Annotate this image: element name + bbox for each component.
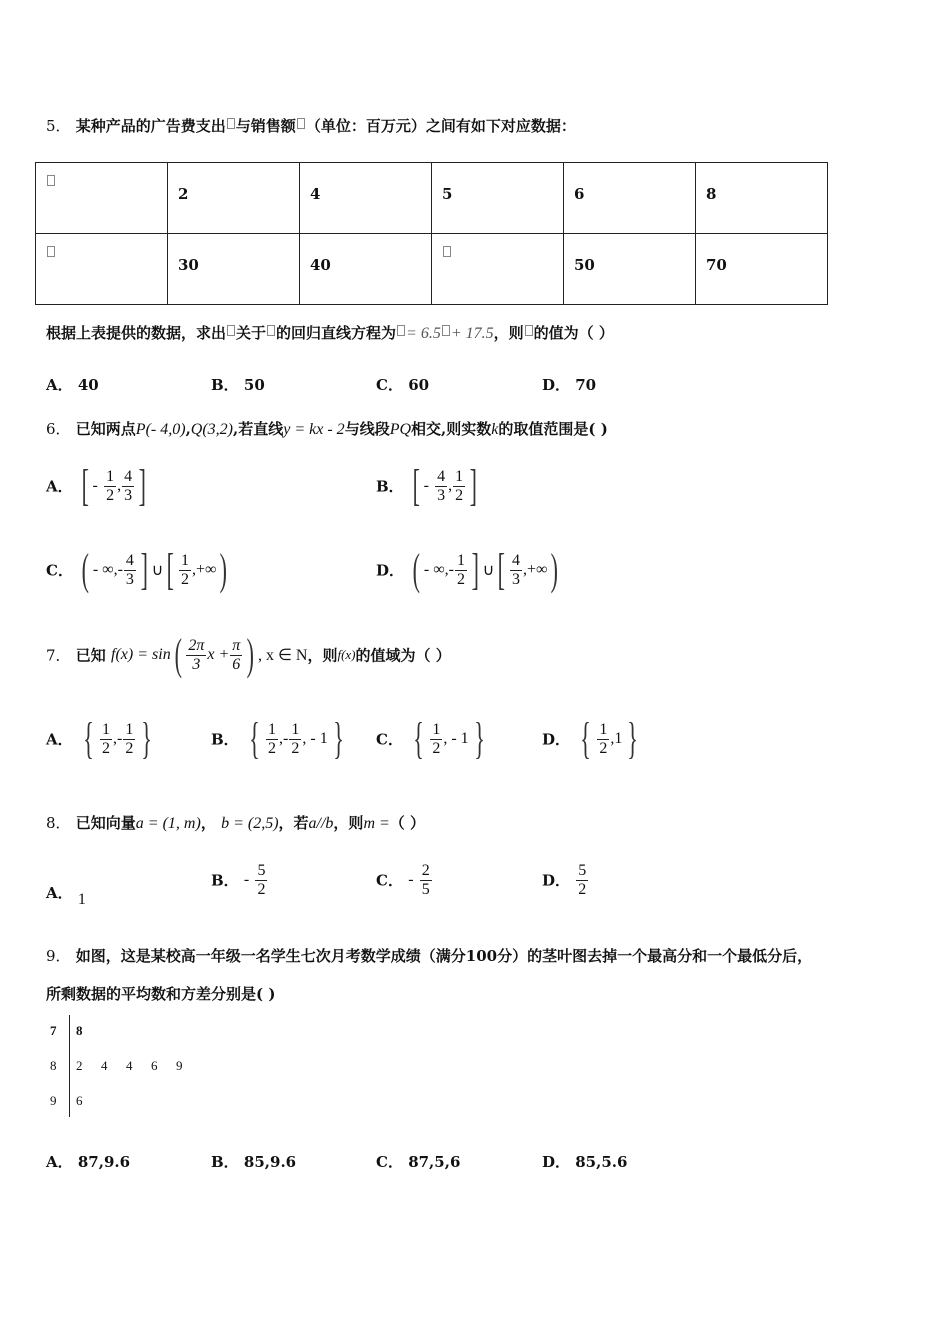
q6-option-a[interactable]: A． [ - $\frac{1}{2}$ , $\frac{4}{3}$ ]: [46, 461, 147, 510]
q5-option-c[interactable]: C． 60: [376, 376, 430, 394]
q7-domain: , x ∈ N: [257, 647, 308, 664]
stem-9: 9: [50, 1093, 57, 1108]
q9-number: 9．: [46, 947, 71, 965]
table-cell-header: [36, 234, 168, 305]
q7-number: 7．: [46, 646, 71, 665]
variable-m: m =: [363, 815, 390, 832]
q8-option-a[interactable]: A． 1: [46, 884, 86, 908]
q9-text-line1: 如图，这是某校高一年级一名学生七次月考数学成绩（满分100分）的茎叶图去掉一个最高分和一个最低分后，: [75, 947, 813, 965]
q8-option-b[interactable]: B． - $\frac{5}{2}$: [211, 862, 266, 898]
table-cell: 70: [696, 234, 828, 305]
q6-text-a: 已知两点: [75, 420, 136, 438]
q8-text-b: ，若: [278, 814, 309, 832]
q9-option-d[interactable]: D． 85,5.6: [542, 1153, 628, 1171]
leaf: 2: [76, 1058, 83, 1073]
point-q: Q(3,2): [190, 421, 234, 438]
q6-option-c[interactable]: C． ( - ∞,- $\frac{4}{3}$ ] ∪[ $\frac{1}{2}$ ,+∞): [46, 545, 228, 594]
table-cell: 6: [564, 163, 696, 234]
table-cell: 40: [300, 234, 432, 305]
q7-option-d[interactable]: D． { $\frac{1}{2}$ ,1 }: [542, 714, 639, 763]
q8-number: 8．: [46, 814, 71, 832]
q6-text-d: 相交,则实数: [411, 420, 492, 438]
q7-option-c[interactable]: C． { $\frac{1}{2}$ , - 1 }: [376, 714, 485, 763]
q9-stem-line1: [46, 945, 812, 966]
vector-b: b = (2,5): [221, 815, 279, 832]
vector-a: a = (1, m): [135, 815, 201, 832]
stem-divider: [69, 1015, 70, 1117]
leaf: 6: [151, 1058, 158, 1073]
q5-number: 5．: [46, 117, 71, 135]
leaf: 4: [101, 1058, 108, 1073]
placeholder-box-icon: [443, 246, 451, 257]
q7-stem: 7． 已知 f(x) = sin( $\frac{2\pi}{3}$ x + $\frac{\pi}{6}$ ) , x ∈ N，则f(x)的值域为（ ）: [46, 630, 451, 679]
q8-stem: [46, 812, 425, 833]
q5-stem: [46, 115, 576, 136]
q5-follow-a: 根据上表提供的数据，求出: [46, 324, 227, 342]
line-equation: y = kx - 2: [283, 421, 345, 438]
q6-text-e: 的取值范围是( ): [498, 420, 608, 438]
q7-text-b: ，则: [307, 646, 338, 665]
q5-option-d[interactable]: D． 70: [542, 376, 597, 394]
q5-follow-e: 的值为（ ）: [533, 324, 614, 342]
q5-data-table: [35, 162, 828, 305]
leaf: 4: [126, 1058, 133, 1073]
q5-equation-b: + 17.5: [450, 325, 494, 342]
placeholder-box-icon: [227, 325, 235, 336]
q5-follow-d: ，则: [493, 324, 524, 342]
parallel-condition: a//b: [308, 815, 334, 832]
placeholder-box-icon: [397, 325, 405, 336]
q8-text-a: 已知向量: [75, 814, 136, 832]
placeholder-box-icon: [525, 325, 533, 336]
table-cell: 5: [432, 163, 564, 234]
q7-option-a[interactable]: A． { $\frac{1}{2}$ ,- $\frac{1}{2}$ }: [46, 714, 153, 763]
q5-followup: [46, 322, 614, 343]
q8-option-c[interactable]: C． - $\frac{2}{5}$: [376, 862, 430, 898]
q5-text-b: 与销售额: [235, 117, 296, 135]
leaf: 9: [176, 1058, 183, 1073]
q8-option-d[interactable]: D． $\frac{5}{2}$: [542, 862, 587, 898]
q6-text-b: ,若直线: [233, 420, 284, 438]
q5-follow-b: 关于: [236, 324, 267, 342]
q9-option-a[interactable]: A． 87,9.6: [46, 1153, 131, 1171]
table-cell-unknown: [432, 234, 564, 305]
table-cell: 4: [300, 163, 432, 234]
q6-option-b[interactable]: B． [ - $\frac{4}{3}$ , $\frac{1}{2}$ ]: [376, 461, 478, 510]
q7-text-a: 已知: [75, 646, 106, 665]
q7-text-c: 的值域为（ ）: [355, 646, 451, 665]
placeholder-box-icon: [47, 246, 55, 257]
q6-number: 6．: [46, 420, 71, 438]
point-p: P(- 4,0): [135, 421, 186, 438]
placeholder-box-icon: [297, 118, 305, 129]
q8-separator: ，: [200, 814, 216, 832]
stem-8: 8: [50, 1058, 57, 1073]
segment-pq: PQ: [389, 421, 412, 438]
variable-k: k: [491, 421, 499, 438]
q6-text-c: 与线段: [344, 420, 390, 438]
q7-option-b[interactable]: B． { $\frac{1}{2}$ ,- $\frac{1}{2}$ , - 1 }: [211, 714, 344, 763]
q6-option-d[interactable]: D． ( - ∞,- $\frac{1}{2}$ ] ∪[ $\frac{4}{3}$ ,+∞): [376, 545, 559, 594]
table-cell: 2: [168, 163, 300, 234]
stem-7: 7: [50, 1023, 57, 1038]
table-row: [36, 163, 828, 234]
placeholder-box-icon: [267, 325, 275, 336]
q6-comma: ,: [185, 420, 191, 438]
q5-equation: = 6.5: [406, 325, 441, 342]
q5-text-a: 某种产品的广告费支出: [75, 117, 226, 135]
table-row: [36, 234, 828, 305]
q8-text-d: （ ）: [389, 814, 426, 832]
leaf: 8: [76, 1023, 83, 1038]
q5-follow-c: 的回归直线方程为: [276, 324, 397, 342]
q6-stem: [46, 418, 608, 439]
table-cell: 8: [696, 163, 828, 234]
placeholder-box-icon: [47, 175, 55, 186]
q8-text-c: ，则: [333, 814, 364, 832]
placeholder-box-icon: [442, 325, 450, 336]
q7-function: f(x) = sin: [111, 646, 171, 663]
q9-option-b[interactable]: B． 85,9.6: [211, 1153, 297, 1171]
q7-function-ref: f(x): [337, 647, 356, 662]
placeholder-box-icon: [227, 118, 235, 129]
q9-option-c[interactable]: C． 87,5,6: [376, 1153, 461, 1171]
leaf: 6: [76, 1093, 83, 1108]
q5-option-a[interactable]: A． 40: [46, 376, 99, 394]
table-cell-header: [36, 163, 168, 234]
q5-option-b[interactable]: B． 50: [211, 376, 265, 394]
q9-text-line2: 所剩数据的平均数和方差分别是( ): [46, 985, 276, 1003]
table-cell: 30: [168, 234, 300, 305]
q5-text-c: （单位：百万元）之间有如下对应数据：: [305, 117, 576, 135]
table-cell: 50: [564, 234, 696, 305]
